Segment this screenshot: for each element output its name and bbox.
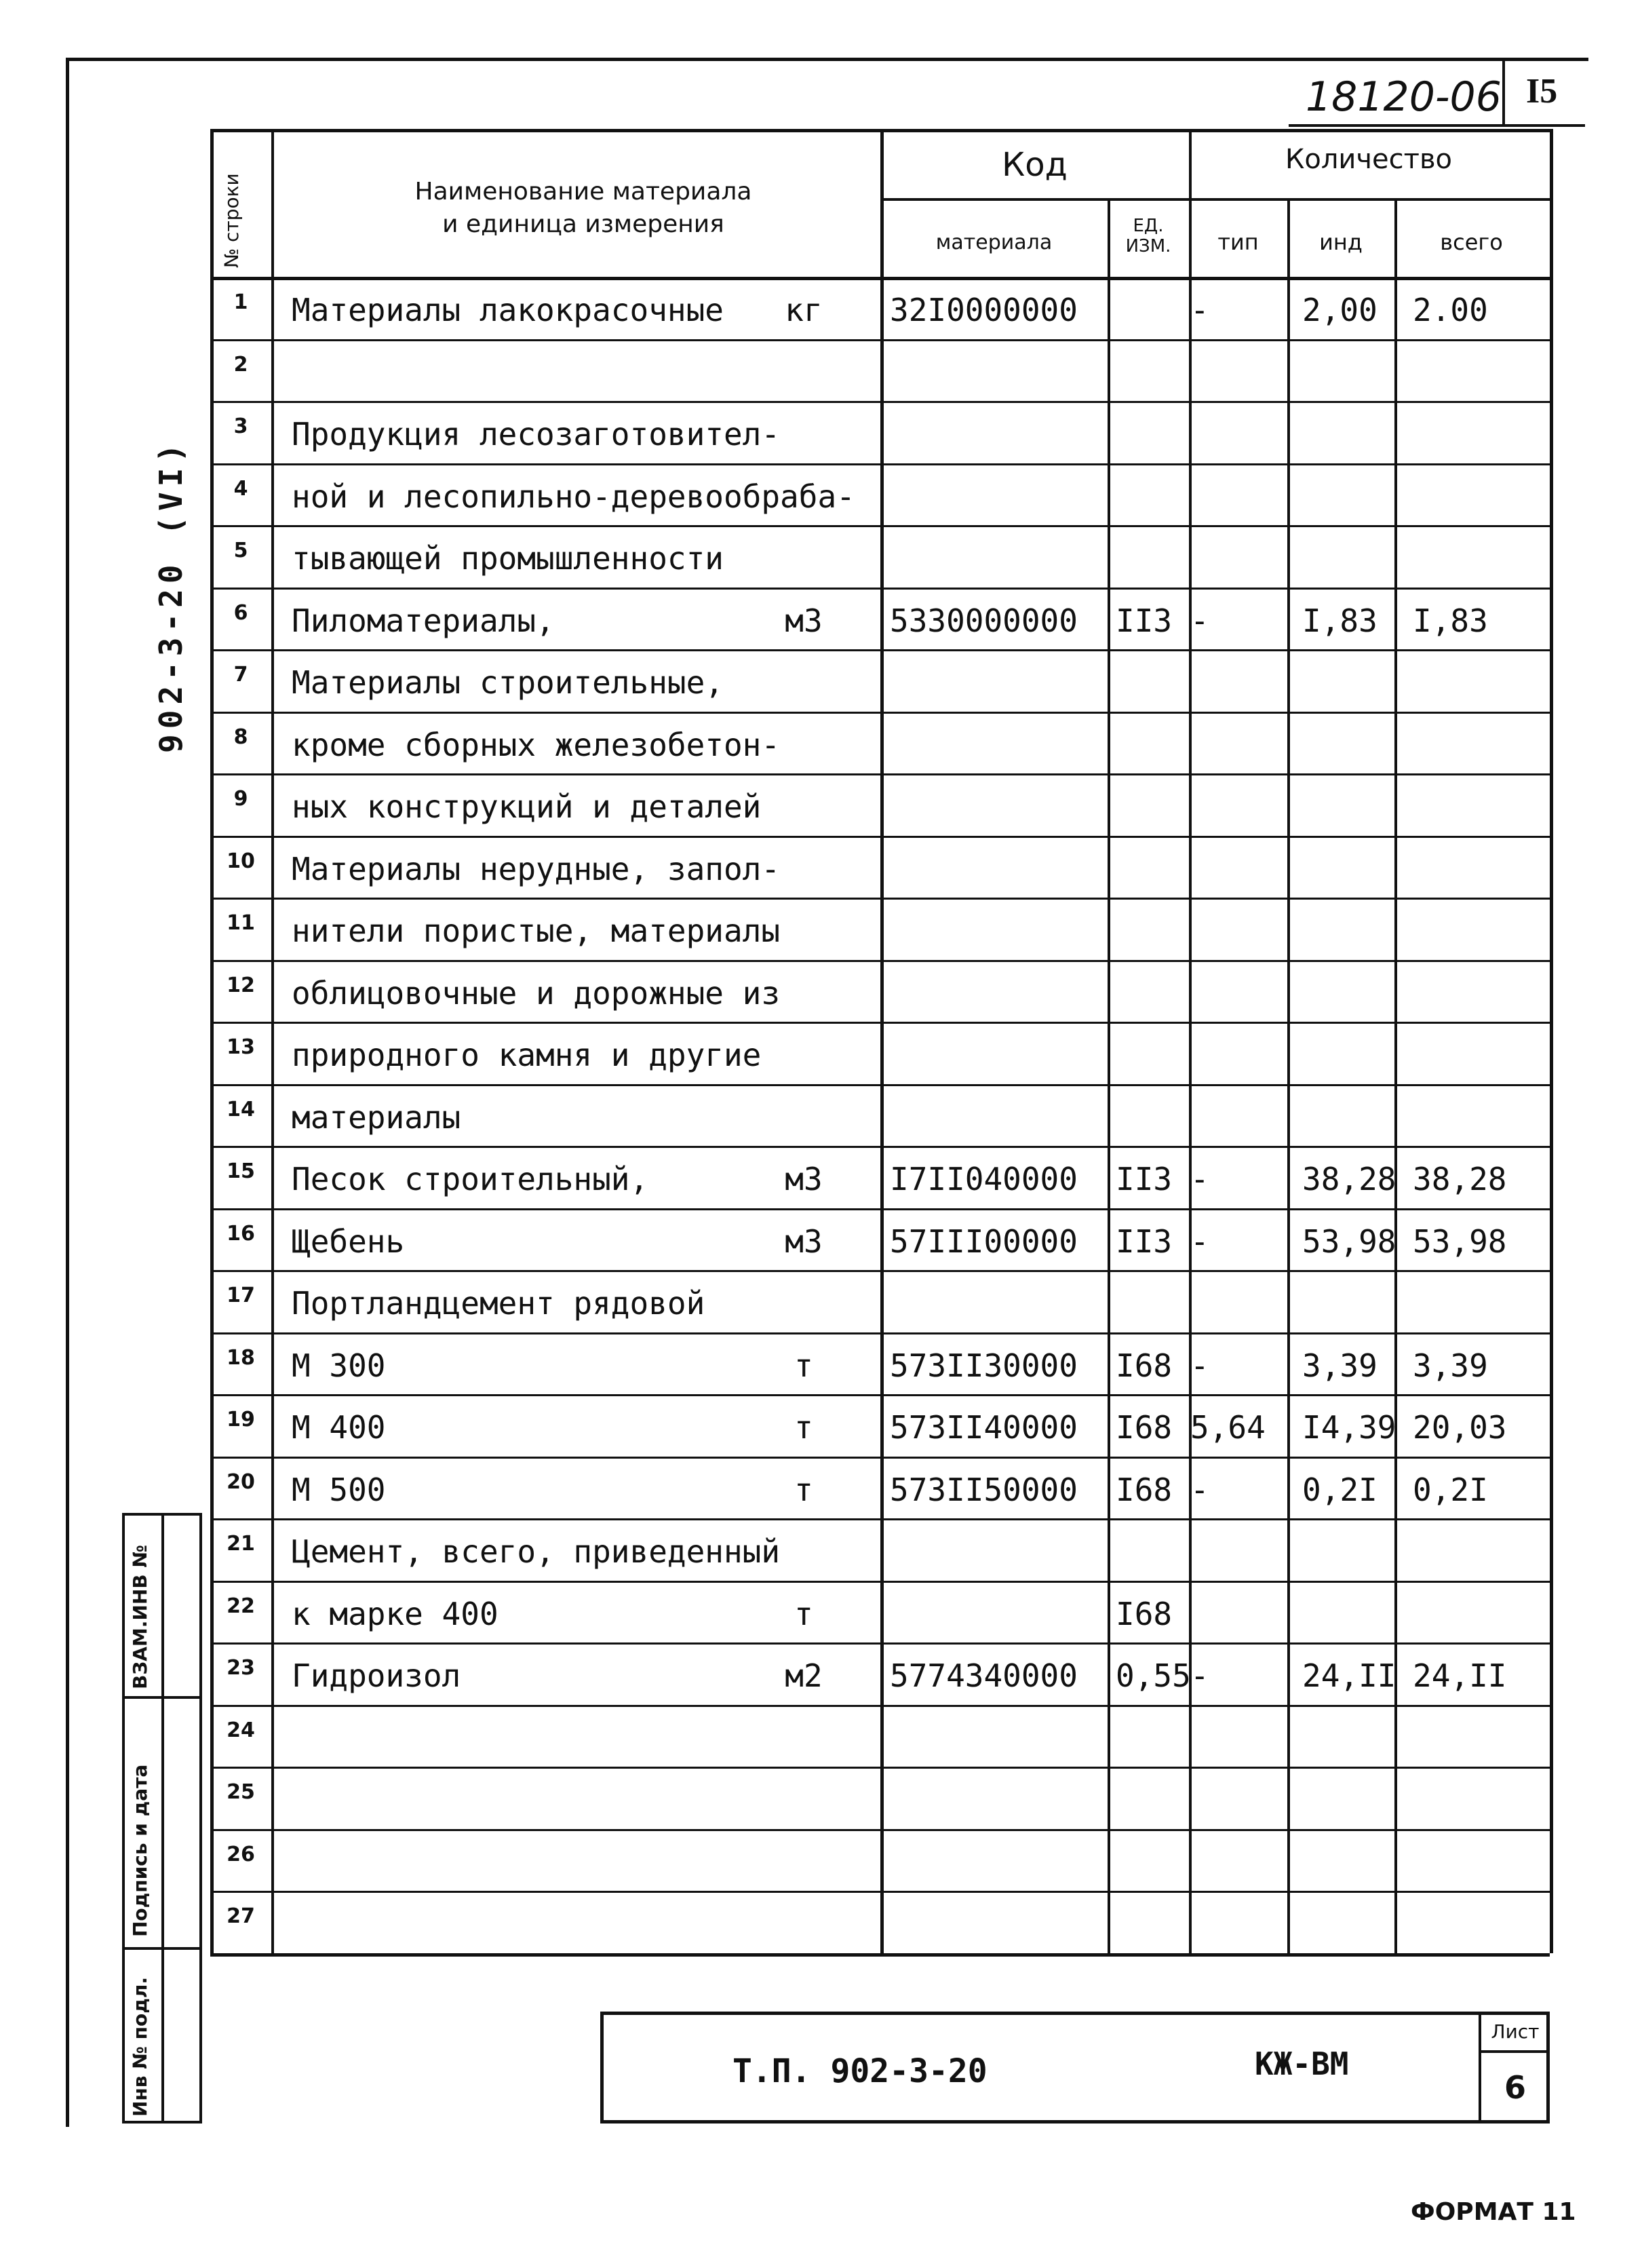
qty-total: 2.00 — [1413, 292, 1488, 328]
material-name: природного камня и другие — [292, 1037, 762, 1073]
material-unit: т — [794, 1596, 813, 1632]
material-name: Цемент, всего, приведенный — [292, 1533, 781, 1570]
qty-total: 53,98 — [1413, 1223, 1507, 1260]
material-code: 5330000000 — [890, 602, 1078, 639]
qty-ind: 38,28 — [1302, 1161, 1396, 1197]
unit-code: I68 — [1116, 1347, 1173, 1384]
row-number: 8 — [233, 725, 248, 749]
material-unit: м2 — [785, 1657, 823, 1694]
material-name: облицовочные и дорожные из — [292, 975, 781, 1012]
row-border — [210, 1953, 1550, 1957]
doc-number: 18120-06 — [1306, 73, 1502, 121]
side-code: 902-3-20 (VI) — [153, 438, 189, 753]
row-number: 16 — [227, 1222, 255, 1246]
format-label: ФОРМАТ 11 — [1411, 2198, 1576, 2226]
code-unit-header-2: ИЗМ. — [1125, 236, 1171, 256]
qty-group-header: Количество — [1285, 144, 1452, 175]
material-name: материалы — [292, 1099, 461, 1136]
code-material-header: материала — [935, 231, 1053, 254]
material-name: ных конструкций и деталей — [292, 788, 762, 825]
qty-type: - — [1190, 1657, 1209, 1694]
material-code: 573II30000 — [890, 1347, 1078, 1384]
title-sheet-sep — [1479, 2050, 1550, 2053]
row-number: 15 — [227, 1159, 255, 1183]
qty-type: - — [1190, 1223, 1209, 1260]
column-border — [1108, 198, 1110, 1953]
qty-ind-header: инд — [1319, 229, 1363, 255]
unit-code: I68 — [1116, 1409, 1173, 1446]
side-stamp-sep-2 — [122, 1947, 202, 1950]
unit-code: II3 — [1116, 1223, 1173, 1260]
row-number: 1 — [233, 290, 248, 314]
material-name: кроме сборных железобетон- — [292, 727, 781, 763]
row-number: 9 — [233, 787, 248, 811]
row-number-header: № строки — [220, 173, 243, 268]
name-header-line1: Наименование материала — [414, 178, 752, 206]
row-number: 23 — [227, 1656, 255, 1680]
qty-ind: 3,39 — [1302, 1347, 1377, 1384]
qty-total: 0,2I — [1413, 1472, 1488, 1508]
material-name: Материалы строительные, — [292, 664, 724, 701]
qty-ind: I,83 — [1302, 602, 1377, 639]
qty-type: - — [1190, 602, 1209, 639]
material-name: Гидроизол — [292, 1657, 461, 1694]
material-name: Пиломатериалы, — [292, 602, 555, 639]
code-group-header: Код — [1002, 146, 1068, 184]
code-unit-header-1: ЕД. — [1133, 216, 1164, 236]
material-name: Портландцемент рядовой — [292, 1285, 705, 1322]
unit-code: II3 — [1116, 1161, 1173, 1197]
unit-code: II3 — [1116, 602, 1173, 639]
row-number: 13 — [227, 1035, 255, 1059]
side-stamp-sep-1 — [122, 1696, 202, 1699]
row-number: 17 — [227, 1284, 255, 1307]
page-number: I5 — [1526, 72, 1558, 111]
qty-type: - — [1190, 1472, 1209, 1508]
material-name: Щебень — [292, 1223, 405, 1260]
material-name: М 500 — [292, 1472, 386, 1508]
title-sheet-number: 6 — [1504, 2069, 1526, 2106]
qty-total: 38,28 — [1413, 1161, 1507, 1197]
row-number: 14 — [227, 1098, 255, 1121]
row-number: 11 — [227, 911, 255, 935]
qty-ind: 2,00 — [1302, 292, 1377, 328]
qty-type: - — [1190, 292, 1209, 328]
row-number: 12 — [227, 974, 255, 997]
material-unit: т — [794, 1409, 813, 1446]
header-mid-border — [880, 198, 1550, 201]
row-number: 7 — [233, 663, 248, 687]
row-number: 27 — [227, 1904, 255, 1928]
row-number: 19 — [227, 1408, 255, 1431]
row-number: 6 — [233, 601, 248, 625]
material-name: Песок строительный, — [292, 1161, 649, 1197]
material-name: М 400 — [292, 1409, 386, 1446]
material-name: Материалы нерудные, запол- — [292, 851, 781, 887]
material-name: к марке 400 — [292, 1596, 499, 1632]
material-unit: т — [794, 1472, 813, 1508]
material-code: I7II040000 — [890, 1161, 1078, 1197]
side-stamp-divider — [161, 1513, 164, 2123]
row-number: 24 — [227, 1718, 255, 1742]
qty-total: 24,II — [1413, 1657, 1507, 1694]
material-unit: кг — [785, 292, 823, 328]
row-number: 3 — [233, 415, 248, 438]
title-section: КЖ-ВМ — [1255, 2045, 1349, 2082]
qty-ind: I4,39 — [1302, 1409, 1396, 1446]
table-right-border — [1550, 129, 1553, 1953]
qty-total: 20,03 — [1413, 1409, 1507, 1446]
material-name: М 300 — [292, 1347, 386, 1384]
title-sheet-label: Лист — [1491, 2020, 1540, 2043]
qty-type: 5,64 — [1190, 1409, 1266, 1446]
row-number: 22 — [227, 1594, 255, 1618]
material-unit: м3 — [785, 1161, 823, 1197]
qty-ind: 24,II — [1302, 1657, 1396, 1694]
stamp-inv-podl: Инв № подл. — [129, 1976, 151, 2117]
row-number: 18 — [227, 1346, 255, 1370]
row-number: 21 — [227, 1532, 255, 1556]
column-border — [880, 129, 884, 1953]
qty-total-header: всего — [1440, 229, 1503, 255]
material-unit: т — [794, 1347, 813, 1384]
row-number: 10 — [227, 849, 255, 873]
material-name: нители пористые, материалы — [292, 912, 781, 949]
row-number: 2 — [233, 353, 248, 377]
unit-code: I68 — [1116, 1472, 1173, 1508]
stamp-vzam-inv: ВЗАМ.ИНВ № — [129, 1544, 151, 1689]
unit-code: 0,55 — [1116, 1657, 1191, 1694]
material-unit: м3 — [785, 602, 823, 639]
material-unit: м3 — [785, 1223, 823, 1260]
unit-code: I68 — [1116, 1596, 1173, 1632]
material-code: 32I0000000 — [890, 292, 1078, 328]
stamp-podpis-data: Подпись и дата — [129, 1764, 151, 1937]
column-border — [1287, 198, 1290, 1953]
material-code: 573II40000 — [890, 1409, 1078, 1446]
material-name: Продукция лесозаготовител- — [292, 416, 781, 453]
title-designation: Т.П. 902-3-20 — [732, 2052, 988, 2090]
material-code: 5774340000 — [890, 1657, 1078, 1694]
title-sheet-divider — [1479, 2012, 1481, 2123]
row-number: 4 — [233, 477, 248, 501]
qty-type: - — [1190, 1161, 1209, 1197]
material-code: 57III00000 — [890, 1223, 1078, 1260]
name-header-line2: и единица измерения — [442, 210, 724, 238]
column-border — [271, 129, 274, 1953]
material-name: Материалы лакокрасочные — [292, 292, 724, 328]
qty-type-header: тип — [1217, 229, 1259, 255]
row-number: 20 — [227, 1470, 255, 1494]
qty-ind: 53,98 — [1302, 1223, 1396, 1260]
row-number: 26 — [227, 1843, 255, 1866]
qty-total: I,83 — [1413, 602, 1488, 639]
qty-total: 3,39 — [1413, 1347, 1488, 1384]
row-number: 25 — [227, 1780, 255, 1804]
stamp-underline — [1289, 124, 1585, 127]
qty-type: - — [1190, 1347, 1209, 1384]
qty-ind: 0,2I — [1302, 1472, 1377, 1508]
material-code: 573II50000 — [890, 1472, 1078, 1508]
stamp-divider — [1502, 58, 1505, 126]
material-name: ной и лесопильно-деревообраба- — [292, 478, 855, 515]
drawing-frame — [66, 58, 1588, 2127]
material-name: тывающей промышленности — [292, 540, 724, 577]
row-number: 5 — [233, 539, 248, 562]
